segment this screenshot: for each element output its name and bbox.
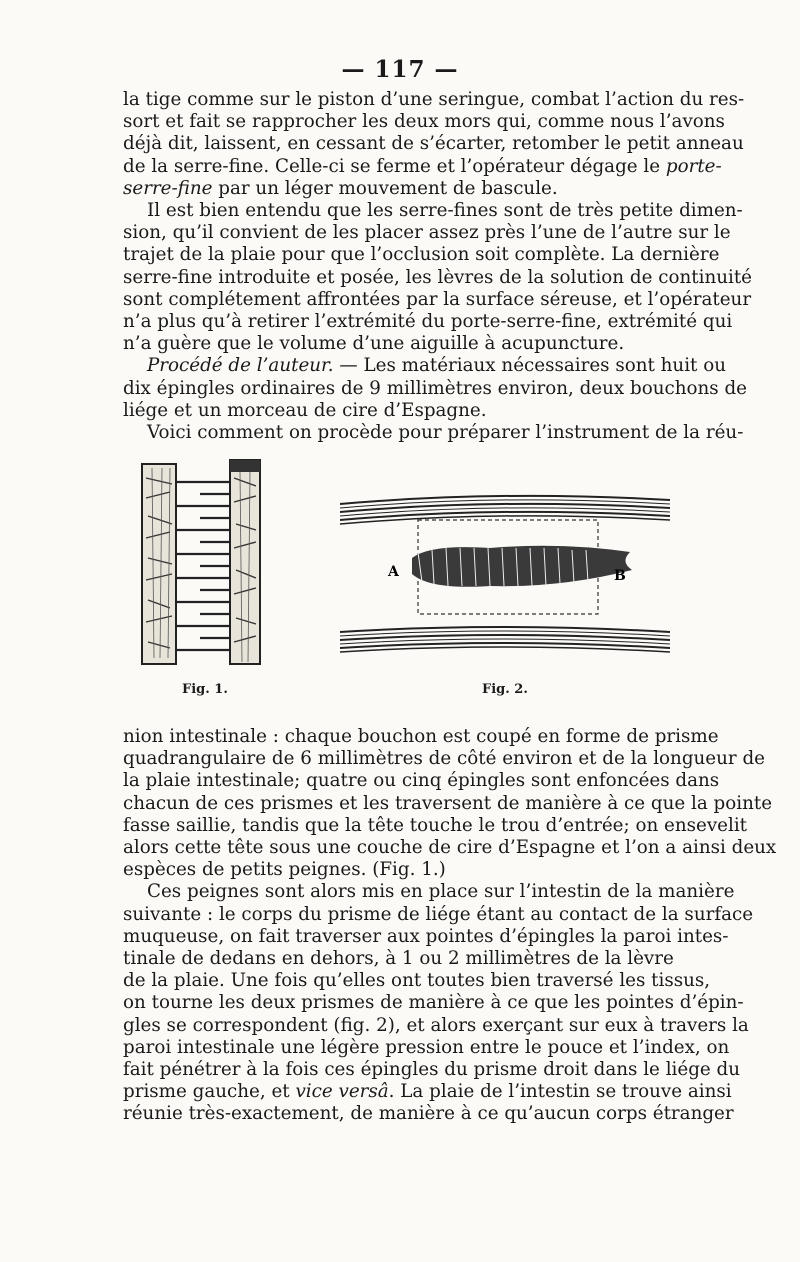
paragraph [123, 355, 747, 422]
text-line: fasse saillie, tandis que la tête touche le trou d’entrée; on ensevelit [123, 814, 748, 836]
text-line: on tourne les deux prismes de manière à ce que les pointes d’épin- [123, 992, 744, 1014]
text-line: serre-fine par un léger mouvement de bascule. [123, 177, 558, 199]
text-line: tinale de dedans en dehors, à 1 ou 2 millimètres de la lèvre [123, 948, 674, 970]
lower-intestine-wall [340, 627, 670, 652]
label-a: A [388, 564, 399, 580]
italic-lead: Procédé de l’auteur. [147, 355, 334, 377]
text-block-bottom [123, 726, 777, 1126]
text-line: sion, qu’il convient de les placer assez près l’une de l’autre sur le [123, 222, 731, 244]
text-line [123, 355, 726, 377]
text-line: espèces de petits peignes. (Fig. 1.) [123, 859, 446, 881]
text-line: Voici comment on procède pour préparer l’instrument de la réu- [147, 422, 744, 444]
text-run: — Les matériaux nécessaires sont huit ou [333, 355, 726, 377]
italic-phrase: vice versâ [295, 1081, 389, 1103]
text-line: de la plaie. Une fois qu’elles ont toutes bien traversé les tissus, [123, 970, 711, 992]
text-line: paroi intestinale une légère pression entre le pouce et l’index, on [123, 1036, 730, 1058]
text-line: quadrangulaire de 6 millimètres de côté environ et de la longueur de [123, 748, 765, 770]
text-line: nion intestinale : chaque bouchon est coupé en forme de prisme [123, 726, 719, 747]
paragraph [123, 422, 744, 444]
paragraph [123, 89, 745, 200]
text-line: chacun de ces prismes et les traversent de manière à ce que la pointe [123, 792, 773, 814]
text-line: dix épingles ordinaires de 9 millimètres environ, deux bouchons de [123, 377, 747, 399]
figure-1-illustration [140, 458, 270, 670]
text-block-top [123, 89, 752, 444]
text-line: Il est bien entendu que les serre-fines sont de très petite dimen- [147, 200, 743, 222]
text-line: suivante : le corps du prisme de liége étant au contact de la surface [123, 903, 754, 925]
text-line: prisme gauche, et vice versâ. La plaie de l’intestin se trouve ainsi [123, 1081, 732, 1103]
text-line: sont complétement affrontées par la surface séreuse, et l’opérateur [123, 288, 752, 310]
text-line: la plaie intestinale; quatre ou cinq épingles sont enfoncées dans [123, 770, 720, 792]
text-line: trajet de la plaie pour que l’occlusion soit complète. La dernière [123, 244, 720, 266]
text-line: n’a plus qu’à retirer l’extrémité du porte-serre-fine, extrémité qui [123, 311, 733, 333]
left-cork-prism [142, 464, 176, 664]
figure-2-illustration [340, 490, 670, 678]
text-line: gles se correspondent (fig. 2), et alors exerçant sur eux à travers la [123, 1014, 749, 1036]
text-line: sort et fait se rapprocher les deux mors qui, comme nous l’avons [123, 111, 725, 133]
text-line: déjà dit, laissent, en cessant de s’écarter, retomber le petit anneau [123, 133, 744, 155]
right-cork-prism [230, 460, 260, 664]
label-b: B [614, 568, 626, 584]
pins [176, 482, 230, 650]
text-line: la tige comme sur le piston d’une seringue, combat l’action du res- [123, 89, 745, 110]
text-line: muqueuse, on fait traverser aux pointes d’épingles la paroi intes- [123, 925, 729, 947]
figure-2-caption: Fig. 2. [482, 682, 528, 697]
paragraph [123, 726, 777, 881]
text-line: fait pénétrer à la fois ces épingles du prisme droit dans le liége du [123, 1059, 741, 1081]
text-line: alors cette tête sous une couche de cire d’Espagne et l’on a ainsi deux [123, 837, 777, 859]
paragraph [123, 200, 752, 355]
text-line: serre-fine introduite et posée, les lèvres de la solution de continuité [123, 266, 752, 288]
figure-1-caption: Fig. 1. [182, 682, 228, 697]
text-line: Ces peignes sont alors mis en place sur l’intestin de la manière [147, 881, 735, 903]
text-line: n’a guère que le volume d’une aiguille à acupuncture. [123, 333, 625, 355]
text-line: réunie très-exactement, de manière à ce qu’aucun corps étranger [123, 1103, 734, 1125]
text-line: liége et un morceau de cire d’Espagne. [123, 399, 487, 421]
italic-term: porte- [665, 155, 722, 177]
page-number: — 117 — [341, 56, 459, 83]
joined-prisms [412, 546, 632, 587]
text-line: de la serre-fine. Celle-ci se ferme et l’opérateur dégage le porte- [123, 155, 722, 177]
italic-term: serre-fine [123, 177, 213, 199]
paragraph [123, 881, 754, 1125]
